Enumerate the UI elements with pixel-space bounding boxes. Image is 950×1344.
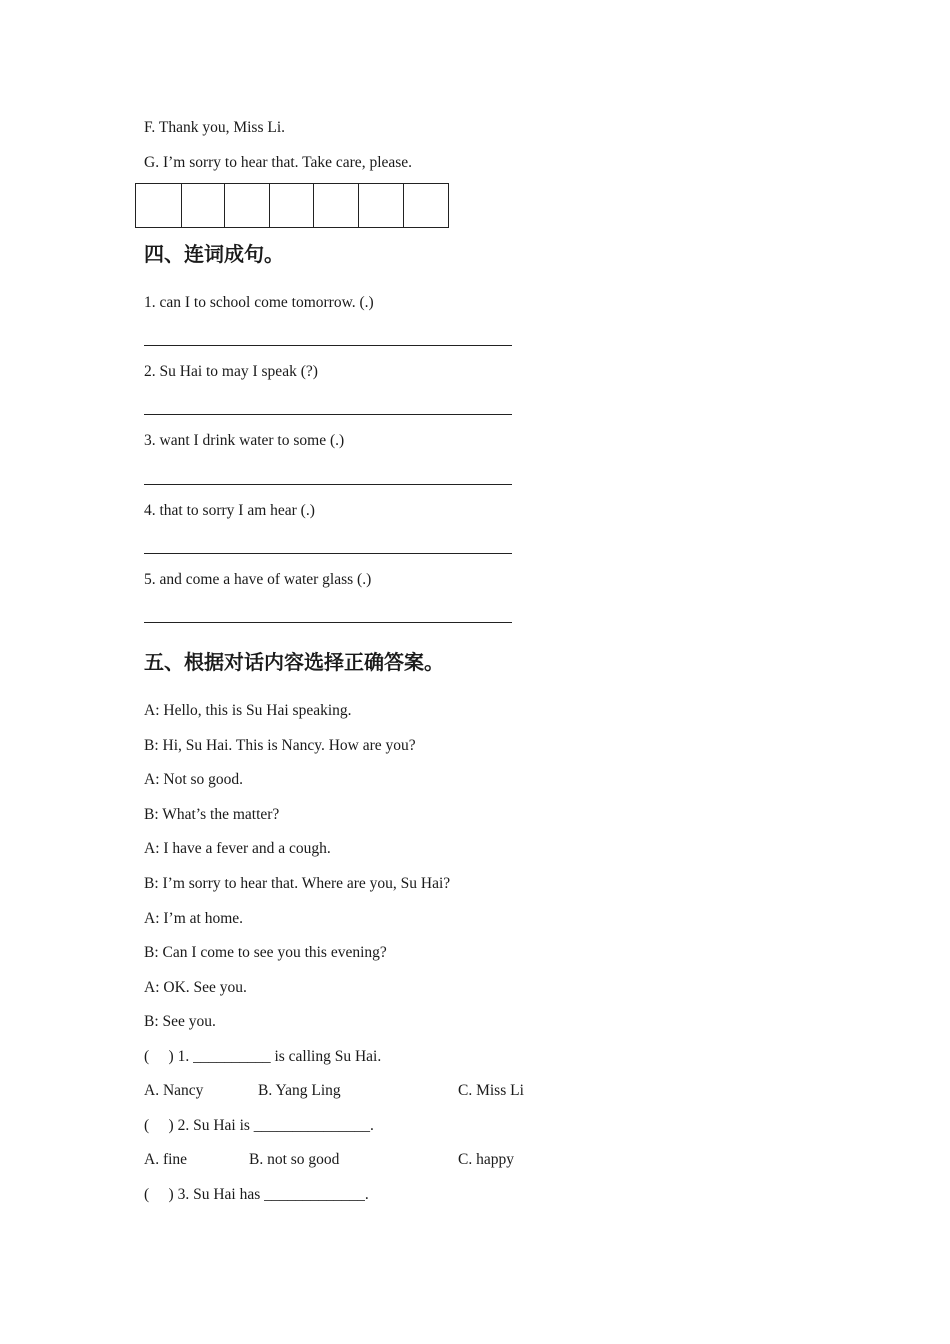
answer-boxes	[135, 183, 449, 228]
question-2-option-c: C. happy	[458, 1151, 514, 1168]
option-f: F. Thank you, Miss Li.	[144, 119, 285, 136]
question-item: 1. can I to school come tomorrow. (.)	[144, 294, 374, 311]
question-2-option-a: A. fine	[144, 1151, 188, 1168]
dialogue-line: A: Hello, this is Su Hai speaking.	[144, 702, 352, 719]
answer-box[interactable]	[359, 184, 404, 227]
dialogue-line: B: I’m sorry to hear that. Where are you, Su Hai?	[144, 875, 451, 892]
answer-line[interactable]	[144, 484, 512, 485]
question-item: 3. want I drink water to some (.)	[144, 432, 345, 449]
dialogue-line: A: OK. See you.	[144, 979, 247, 996]
answer-box[interactable]	[270, 184, 314, 227]
question-1-option-a: A. Nancy	[144, 1082, 204, 1099]
section4-heading: 四、连词成句。	[144, 242, 284, 266]
answer-box[interactable]	[404, 184, 448, 227]
answer-line[interactable]	[144, 622, 512, 623]
question-1-option-b: B. Yang Ling	[258, 1082, 341, 1099]
dialogue-line: B: What’s the matter?	[144, 806, 280, 823]
dialogue-line: A: Not so good.	[144, 771, 244, 788]
dialogue-line: B: Can I come to see you this evening?	[144, 944, 387, 961]
question-item: 5. and come a have of water glass (.)	[144, 571, 372, 588]
answer-line[interactable]	[144, 553, 512, 554]
answer-line[interactable]	[144, 345, 512, 346]
answer-box[interactable]	[182, 184, 225, 227]
dialogue-line: A: I’m at home.	[144, 910, 244, 927]
question-1-stem: ( ) 1. __________ is calling Su Hai.	[144, 1048, 382, 1065]
dialogue-line: B: Hi, Su Hai. This is Nancy. How are you?	[144, 737, 416, 754]
question-item: 2. Su Hai to may I speak (?)	[144, 363, 318, 380]
question-1-option-c: C. Miss Li	[458, 1082, 524, 1099]
section5-heading: 五、根据对话内容选择正确答案。	[144, 650, 444, 674]
answer-box[interactable]	[225, 184, 270, 227]
question-3-stem: ( ) 3. Su Hai has _____________.	[144, 1186, 369, 1203]
question-2-stem: ( ) 2. Su Hai is _______________.	[144, 1117, 374, 1134]
question-2-option-b: B. not so good	[249, 1151, 340, 1168]
question-item: 4. that to sorry I am hear (.)	[144, 502, 315, 519]
answer-line[interactable]	[144, 414, 512, 415]
answer-box[interactable]	[314, 184, 359, 227]
dialogue-line: A: I have a fever and a cough.	[144, 840, 331, 857]
answer-box[interactable]	[136, 184, 182, 227]
option-g: G. I’m sorry to hear that. Take care, please.	[144, 154, 413, 171]
dialogue-line: B: See you.	[144, 1013, 216, 1030]
